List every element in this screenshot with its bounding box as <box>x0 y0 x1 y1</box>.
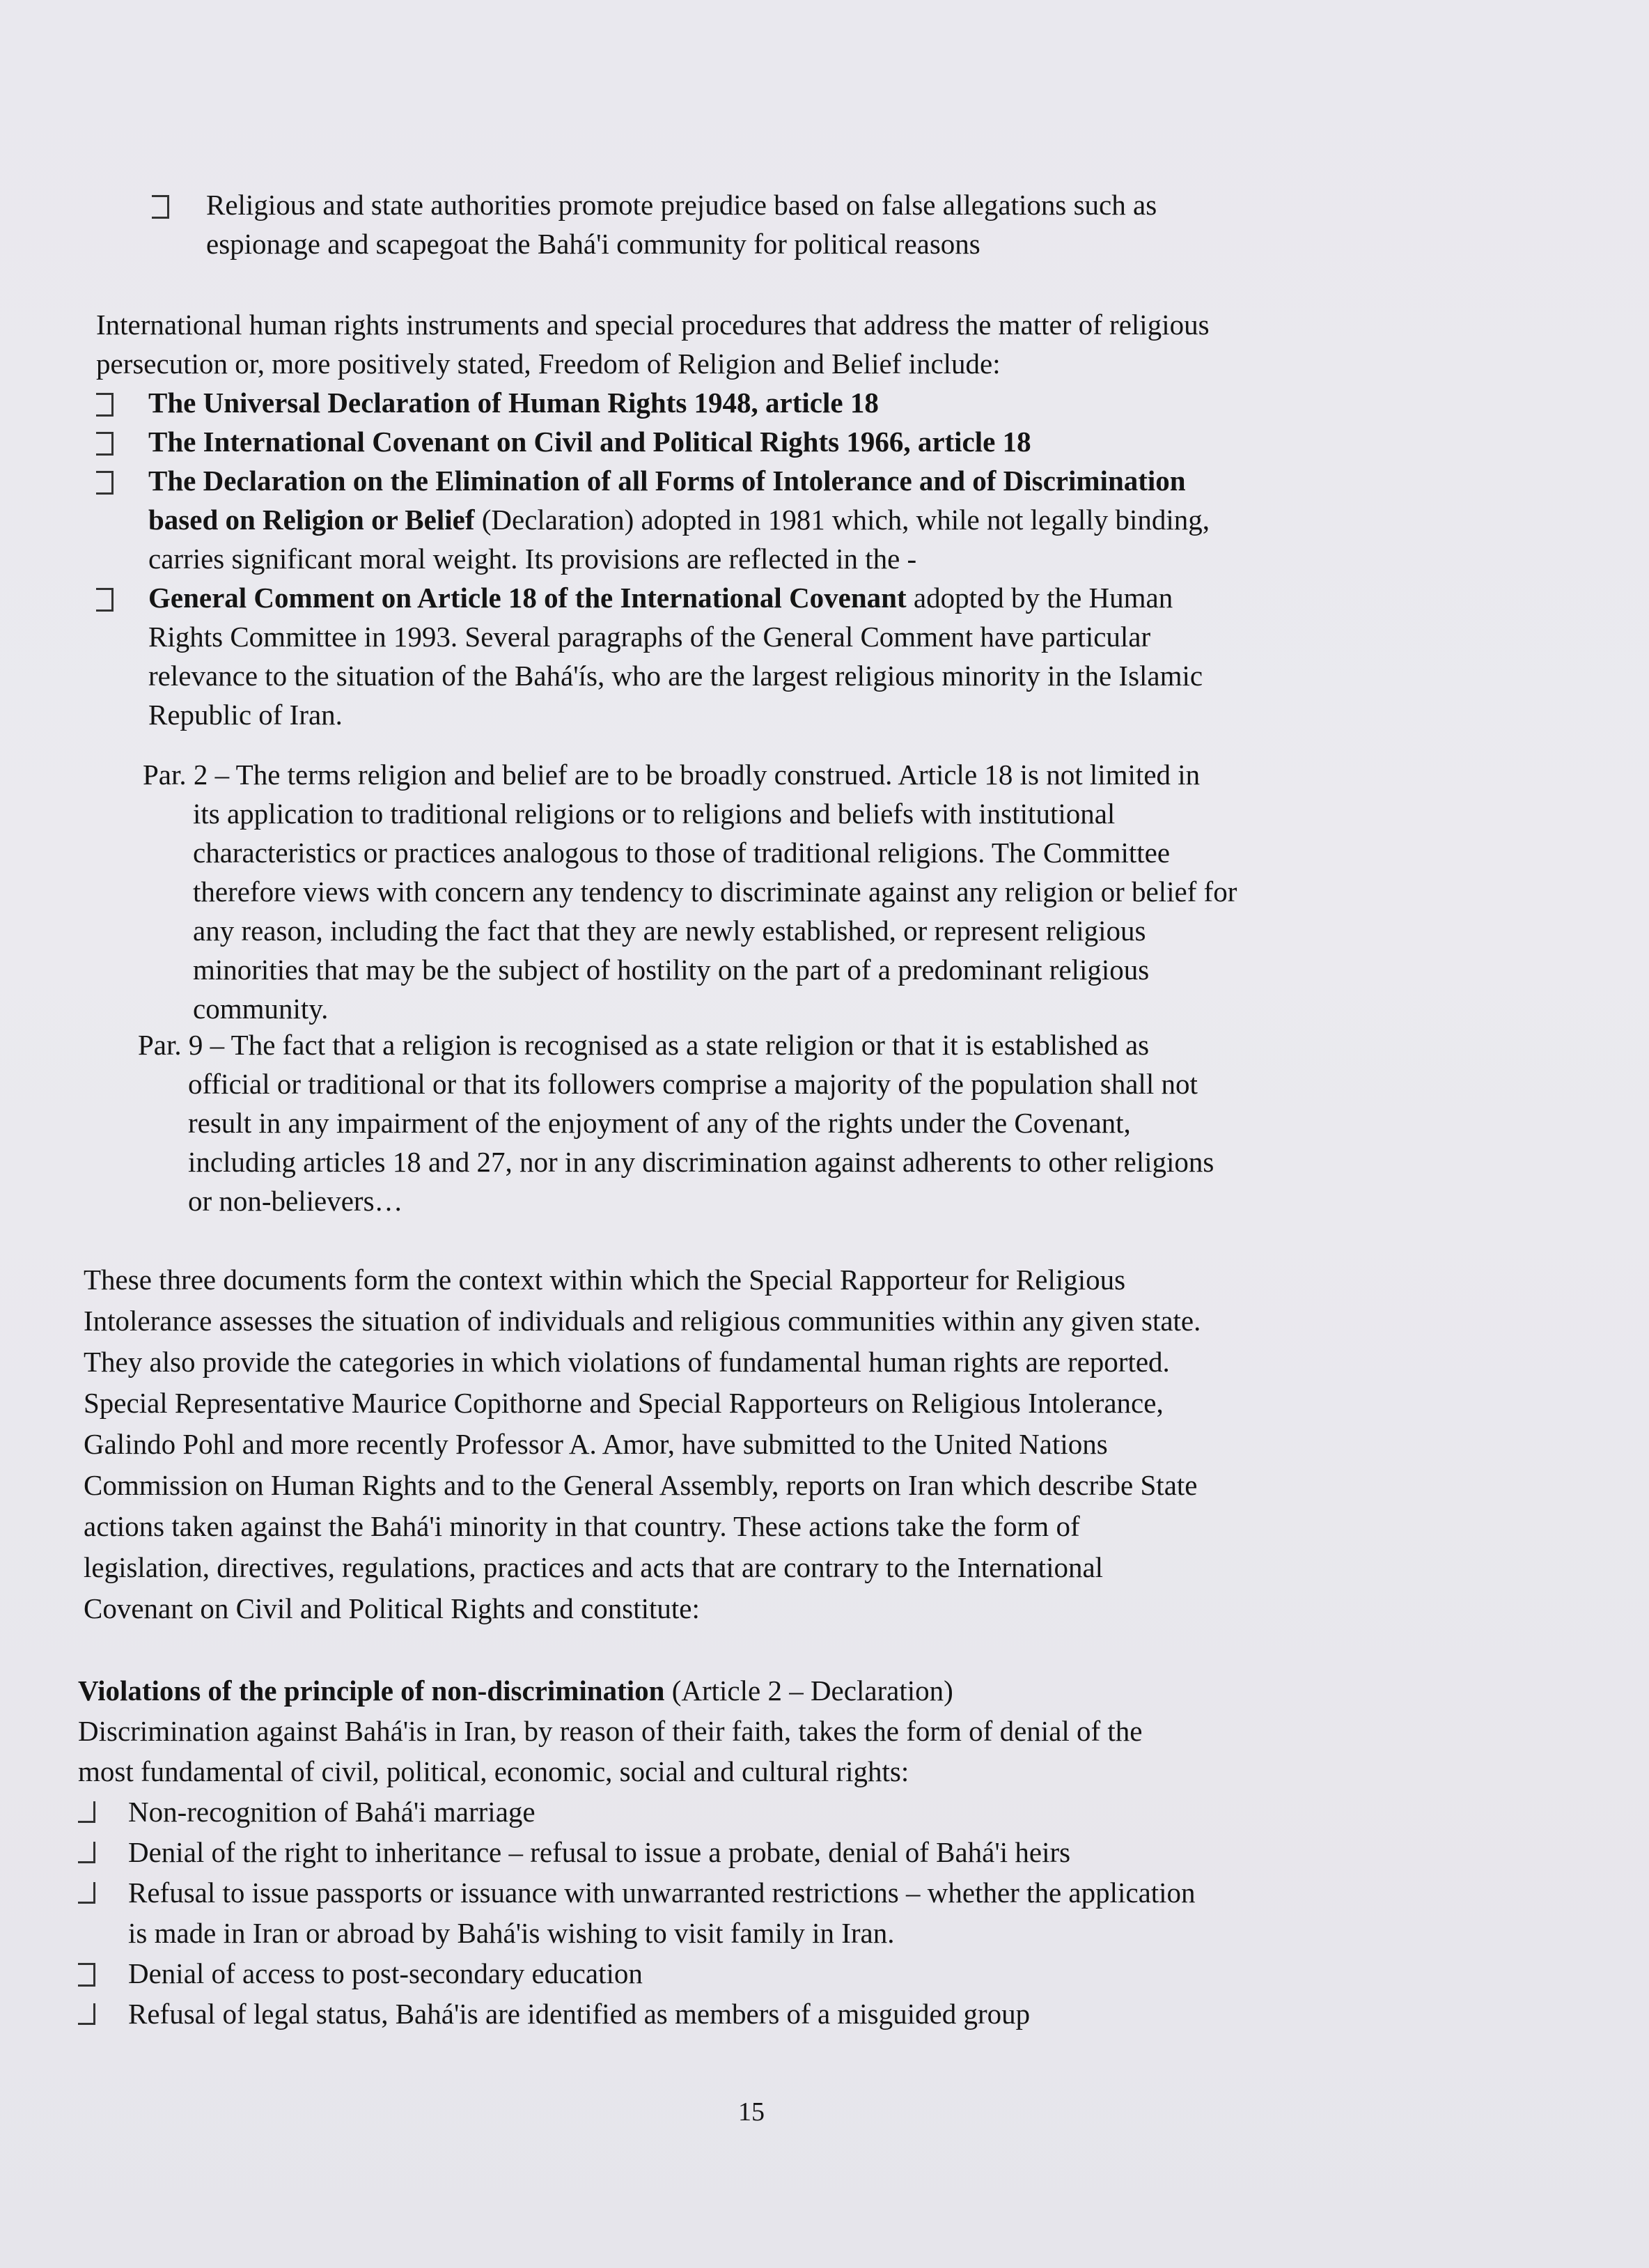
par9-line2: official or traditional or that its followers comprise a majority of the population shall not <box>188 1068 1198 1100</box>
instrument-declaration-line3: carries significant moral weight. Its provisions are reflected in the - <box>148 543 917 575</box>
bullet-marker <box>152 195 169 219</box>
bullet-marker <box>78 1801 95 1823</box>
bullet-marker <box>96 471 114 495</box>
bullet-marker <box>78 1842 95 1863</box>
violations-heading-title: Violations of the principle of non-discrimination <box>78 1675 665 1707</box>
par9-line4: including articles 18 and 27, nor in any discrimination against adherents to other religions <box>188 1146 1214 1178</box>
context-line7: actions taken against the Bahá'i minority in that country. These actions take the form of <box>84 1510 1080 1542</box>
violation-item: Refusal of legal status, Bahá'is are identified as members of a misguided group <box>128 1998 1031 2030</box>
intro-line2: persecution or, more positively stated, Freedom of Religion and Belief include: <box>96 348 1001 380</box>
violations-heading-article: (Article 2 – Declaration) <box>664 1675 953 1707</box>
context-line6: Commission on Human Rights and to the General Assembly, reports on Iran which describe State <box>84 1469 1198 1501</box>
par2-line7: community. <box>193 993 329 1025</box>
context-line9: Covenant on Civil and Political Rights and constitute: <box>84 1592 700 1624</box>
par9-text: – The fact that a religion is recognised as a state religion or that it is established as <box>203 1029 1150 1061</box>
instrument-udhr: The Universal Declaration of Human Rights 1948, article 18 <box>148 387 879 419</box>
par2-label: Par. 2 <box>143 759 208 791</box>
top-bullet-line2: espionage and scapegoat the Bahá'i community for political reasons <box>206 228 980 260</box>
par2-line2: its application to traditional religions or to religions and beliefs with institutional <box>193 798 1116 830</box>
par2-line5: any reason, including the fact that they are newly established, or represent religious <box>193 915 1146 947</box>
context-line5: Galindo Pohl and more recently Professor A. Amor, have submitted to the United Nations <box>84 1428 1108 1460</box>
instrument-declaration-line2 <box>96 500 1210 539</box>
violation-item: Non-recognition of Bahá'i marriage <box>128 1796 536 1828</box>
context-line8: legislation, directives, regulations, practices and acts that are contrary to the International <box>84 1551 1104 1583</box>
general-comment-line3: relevance to the situation of the Bahá'ís, who are the largest religious minority in the Islamic <box>148 660 1203 692</box>
intro-line1: International human rights instruments and special procedures that address the matter of religious <box>96 309 1210 341</box>
bullet-marker <box>96 588 114 612</box>
par2-line6: minorities that may be the subject of hostility on the part of a predominant religious <box>193 954 1150 986</box>
par9-quote <box>138 1025 1214 1220</box>
bullet-marker <box>96 432 114 456</box>
violations-section <box>78 1670 1196 2034</box>
top-bullet <box>152 185 1157 263</box>
instrument-declaration: The Declaration on the Elimination of all Forms of Intolerance and of Discrimination <box>148 465 1186 497</box>
par9-line5: or non-believers… <box>188 1185 403 1217</box>
par2-line3: characteristics or practices analogous to those of traditional religions. The Committee <box>193 837 1171 869</box>
par2-text: – The terms religion and belief are to be broadly construed. Article 18 is not limited in <box>208 759 1201 791</box>
general-comment-text: adopted by the Human <box>906 582 1173 614</box>
context-line1: These three documents form the context within which the Special Rapporteur for Religious <box>84 1264 1126 1296</box>
context-line4: Special Representative Maurice Copithorne and Special Rapporteurs on Religious Intolerance, <box>84 1387 1164 1419</box>
violations-heading <box>78 1670 1196 1711</box>
par2-line1 <box>143 755 1237 794</box>
instruments-list <box>96 383 1210 734</box>
bullet-marker <box>78 1882 95 1904</box>
context-line3: They also provide the categories in which violations of fundamental human rights are reported. <box>84 1346 1170 1378</box>
violation-item: Refusal to issue passports or issuance with unwarranted restrictions – whether the application <box>128 1877 1196 1909</box>
par9-line1 <box>138 1025 1214 1064</box>
general-comment-line2: Rights Committee in 1993. Several paragraphs of the General Comment have particular <box>148 621 1151 653</box>
par2-quote <box>143 755 1237 1028</box>
par9-label: Par. 9 <box>138 1029 203 1061</box>
declaration-title-end: based on Religion or Belief <box>148 504 475 536</box>
context-paragraph <box>84 1259 1201 1629</box>
bullet-marker <box>78 2003 95 2025</box>
violations-line2: most fundamental of civil, political, economic, social and cultural rights: <box>78 1755 909 1787</box>
violations-line1: Discrimination against Bahá'is in Iran, by reason of their faith, takes the form of denial of the <box>78 1715 1143 1747</box>
page-number: 15 <box>738 2097 765 2127</box>
general-comment-line4: Republic of Iran. <box>148 699 343 731</box>
context-line2: Intolerance assesses the situation of individuals and religious communities within any given state. <box>84 1305 1201 1337</box>
instrument-general-comment <box>148 578 1210 617</box>
bullet-marker <box>78 1963 95 1987</box>
violation-item-continued: is made in Iran or abroad by Bahá'is wishing to visit family in Iran. <box>128 1917 895 1949</box>
violation-item: Denial of access to post-secondary education <box>128 1957 643 1989</box>
declaration-text: (Declaration) adopted in 1981 which, while not legally binding, <box>474 504 1210 536</box>
top-bullet-line1: Religious and state authorities promote prejudice based on false allegations such as <box>206 189 1157 221</box>
par2-line4: therefore views with concern any tendency to discriminate against any religion or belief for <box>193 876 1237 908</box>
par9-line3: result in any impairment of the enjoyment of any of the rights under the Covenant, <box>188 1107 1131 1139</box>
general-comment-title: General Comment on Article 18 of the International Covenant <box>148 582 907 614</box>
violation-item: Denial of the right to inheritance – refusal to issue a probate, denial of Bahá'i heirs <box>128 1836 1071 1868</box>
instrument-iccpr: The International Covenant on Civil and Political Rights 1966, article 18 <box>148 426 1031 458</box>
intro-paragraph <box>96 305 1210 383</box>
bullet-marker <box>96 393 114 417</box>
